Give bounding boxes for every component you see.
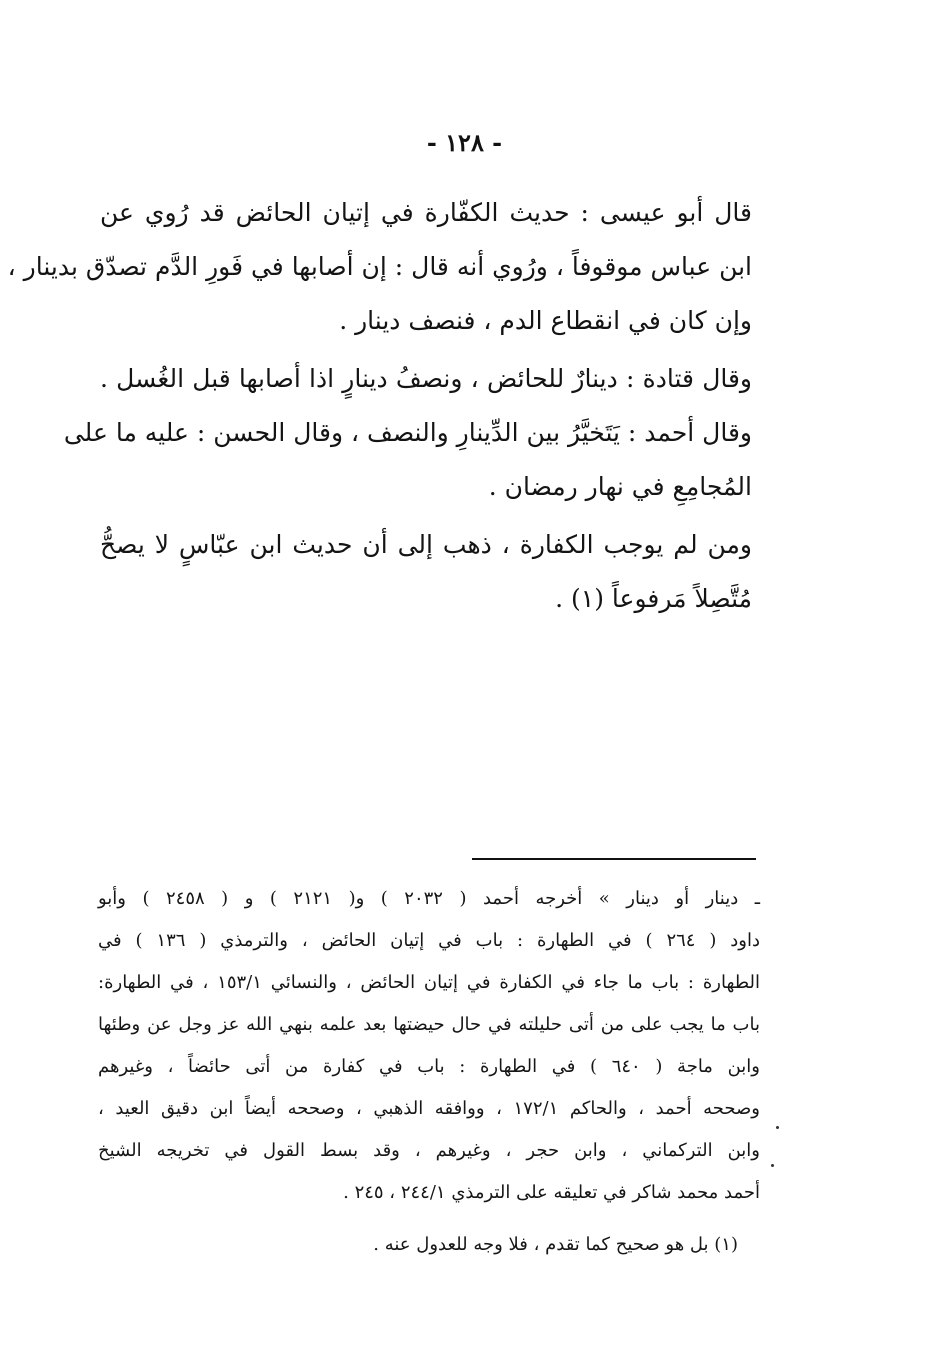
scan-speck bbox=[771, 1164, 774, 1167]
text-line: ابن عباس موقوفاً ، ورُوي أنه قال : إن أصابها في فَورِ الدَّم تصدّق بدينار ، bbox=[7, 252, 752, 281]
text-line: وقال قتادة : دينارٌ للحائض ، ونصفُ دينارٍ اذا أصابها قبل الغُسل . bbox=[100, 364, 752, 393]
text-line: وإن كان في انقطاع الدم ، فنصف دينار . bbox=[339, 306, 752, 335]
footnote-line: ـ دينار أو دينار » أخرجه أحمد ( ٢٠٣٢ ) و( ٢١٢١ ) و ( ٢٤٥٨ ) وأبو bbox=[98, 888, 761, 909]
text-line: ومن لم يوجب الكفارة ، ذهب إلى أن حديث ابن عبّاسٍ لا يصحُّ bbox=[100, 530, 752, 559]
footnotes bbox=[98, 878, 760, 1266]
text-line: المُجامِعِ في نهار رمضان . bbox=[488, 472, 752, 501]
footnote-line: وصححه أحمد ، والحاكم ١٧٢/١ ، ووافقه الذهبي ، وصححه أيضاً ابن دقيق العيد ، bbox=[98, 1098, 761, 1119]
footnote-note: (١) بل هو صحيح كما تقدم ، فلا وجه للعدول عنه . bbox=[373, 1234, 738, 1255]
text-line: مُتَّصِلاً مَرفوعاً (١) . bbox=[555, 584, 752, 613]
page-number: - ١٢٨ - bbox=[426, 128, 503, 157]
footnote-line: أحمد محمد شاكر في تعليقه على الترمذي ٢٤٤/١ ، ٢٤٥ . bbox=[343, 1182, 760, 1203]
scan-speck bbox=[776, 1126, 779, 1129]
footnote-line: وابن ماجة ( ٦٤٠ ) في الطهارة : باب في كفارة من أتى حائضاً ، وغيرهم bbox=[98, 1056, 760, 1077]
text-line: وقال أحمد : يَتَخيَّرُ بين الدِّينارِ والنصف ، وقال الحسن : عليه ما على bbox=[63, 418, 752, 447]
footnote-line: وابن التركماني ، وابن حجر ، وغيرهم ، وقد بسط القول في تخريجه الشيخ bbox=[98, 1140, 760, 1161]
text-line: قال أبو عيسى : حديث الكفّارة في إتيان الحائض قد رُوي عن bbox=[100, 198, 752, 227]
footnote-line: داود ( ٢٦٤ ) في الطهارة : باب في إتيان الحائض ، والترمذي ( ١٣٦ ) في bbox=[98, 930, 760, 951]
footnote-separator bbox=[472, 858, 756, 860]
footnote-line: الطهارة : باب ما جاء في الكفارة في إتيان الحائض ، والنسائي ١٥٣/١ ، في الطهارة: bbox=[98, 972, 760, 993]
footnote-line: باب ما يجب على من أتى حليلته في حال حيضتها بعد علمه بنهي الله عز وجل عن وطئها bbox=[98, 1014, 760, 1035]
main-text bbox=[7, 186, 752, 626]
